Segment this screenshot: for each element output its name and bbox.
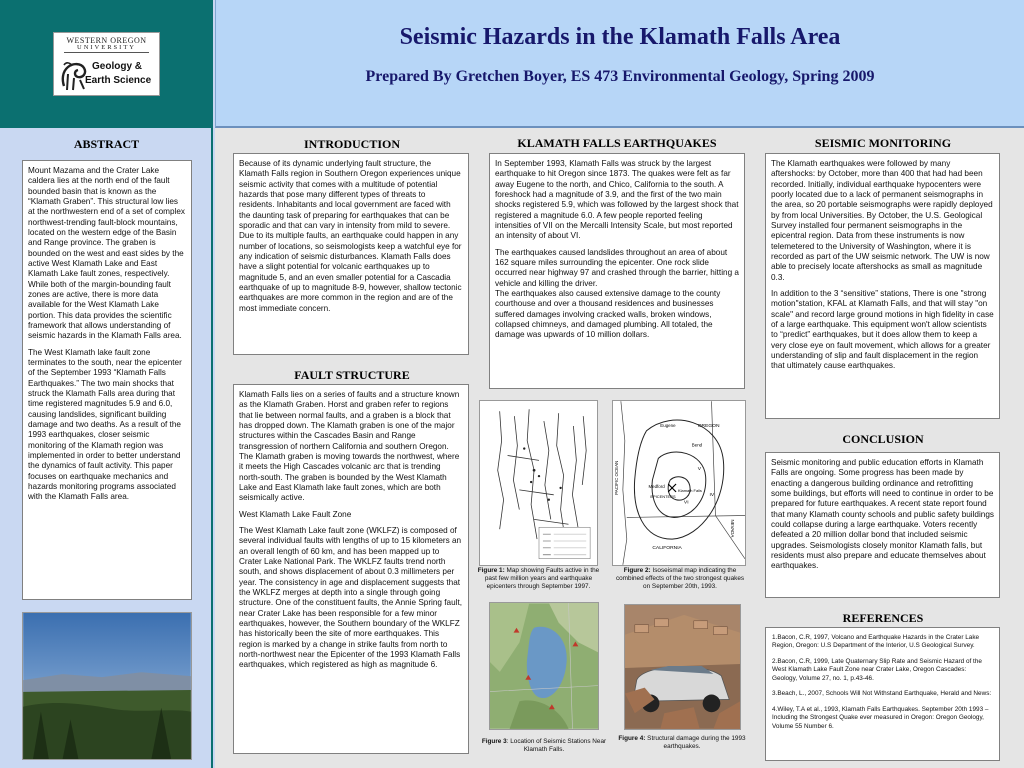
figure-3-text: : Location of Seismic Stations Near Klamath Falls. bbox=[506, 738, 607, 753]
earthquakes-box bbox=[489, 153, 745, 389]
figure-3-stations-map bbox=[489, 602, 599, 730]
figure-3-label: Figure 3 bbox=[481, 738, 507, 745]
introduction-paragraph-1: Because of its dynamic underlying fault structure, the Klamath Falls region in Southern Oregon experiences unique seismic activity that comes with a multitude of potential hazards that pose many different types of threats to residents. Inhabitants and local government are faced with the daunting task of preparing for earthquakes that can be sporadic and that can vary in intensity from mild to severe. Due to its multiple faults, an earthquake could happen in any number of locations, so seismologists keep a watchful eye for any indication of seismic disturbances. Klamath Falls does have a slight potential for volcanic earthquakes up to magnitude 5, and an even smaller potential for a Cascadia earthquake of up to magnitude 8-9, however, shallow tectonic earthquakes are more common in the region and are of the most immediate concern. bbox=[239, 159, 462, 313]
figure-4-caption bbox=[616, 735, 748, 751]
figure-1-text: Map showing Faults active in the past few million years and earthquake epicenters through September 1997. bbox=[484, 567, 600, 590]
figure-4-text: Structural damage during the 1993 earthquakes. bbox=[645, 735, 746, 750]
earthquakes-paragraph-1: In September 1993, Klamath Falls was struck by the largest earthquake to hit Oregon since 1873. The quakes were felt as far away Eugene to the north, and Chico, California to the south. A foreshock had a magnitude of 3.9, and the first of the two main shocks registered 5.9, which was followed by the largest shock that registered a magnitude 6.0. A few people reported feeling intensities of VII on the Mercalli Intensity Scale, but most reported an intensity of about VI. bbox=[495, 159, 739, 241]
references-box bbox=[765, 627, 1000, 761]
figure-4-label: Figure 4: bbox=[618, 735, 646, 742]
title-panel bbox=[215, 0, 1024, 128]
fault-structure-paragraph-1: Klamath Falls lies on a series of faults and a structure known as the Klamath Graben. Horst and graben refer to regions that lie between normal faults, and a graben is a block that has dropped down. The Klamath graben is one of the major structures within the Cascades Basin and Range transgression of northern California and southern Oregon. The Klamath graben is moving towards the northwest, where it meets the High Cascades volcanic arc that is trending north-south. The graben is bounded by the West Klamath Lake and East Klamath lake fault zones, which are both seismically active. bbox=[239, 390, 460, 503]
map-label-iv: IV bbox=[709, 492, 715, 498]
map-label-epicenters: EPICENTERS bbox=[650, 493, 676, 499]
reference-item-4: 4.Wiley, T.A et al., 1993, Klamath Falls Earthquakes. September 20th 1993 – Including the Strongest Quake ever measured in Oregon: Oregon Geology, Volume 55 Number 6. bbox=[772, 705, 989, 730]
abstract-heading: ABSTRACT bbox=[73, 137, 140, 151]
poster-title: Seismic Hazards in the Klamath Falls Area bbox=[399, 24, 841, 50]
map-label-oregon: OREGON bbox=[697, 423, 720, 429]
conclusion-paragraph-1: Seismic monitoring and public education efforts in Klamath Falls are ongoing. Some progress has been made by enacting a dangerous building ordinance and retrofitting some buildings, but efforts will need to continue in order to be prepared for future earthquakes. A recent state report found that many Klamath county schools and public safety buildings could collapse during a large earthquake. Voters recently defeated a 20 million dollar bond that included seismic upgrades. Seismologists closely monitor Klamath falls, but residents must also prepare and educate themselves about earthquakes. bbox=[771, 458, 995, 571]
fault-structure-paragraph-2: The West Klamath Lake fault zone (WKLFZ) is composed of several individual faults with lengths of up to 15 kilometers an an overall length of 60 km, and has been mapped up to Crater Lake National Park. The WKLFZ faults trend north south, and shows displacement of about 0.3 millimeters per year. The consistency in age and displacement suggests that the WKLFZ merges at depth into a single through going structure. One of the constituent faults, the Annie Spring fault, near Crater Lake has been responsible for a few minor earthquakes, however, the Southern boundary of the WKLFZ has historically been the site of more earthquakes. This region is marked by a change in strike faults from north to north-northwest near the Epicenter of the 1993 Klamath Falls earthquakes, which registered as high as magnitude 6. bbox=[239, 525, 463, 670]
map-label-pacific: PACIFIC OCEAN bbox=[613, 460, 619, 495]
fault-structure-heading: FAULT STRUCTURE bbox=[294, 368, 410, 382]
monitoring-box bbox=[765, 153, 1000, 419]
figure-2-isoseismal-map bbox=[612, 400, 746, 566]
figure-2-label: Figure 2: bbox=[623, 567, 651, 574]
crater-lake-photo bbox=[22, 612, 192, 760]
abstract-paragraph-2: The West Klamath lake fault zone terminates to the south, near the epicenter of the September 1993 “Klamath Falls Earthquakes.” The two main shocks that struck the Klamath Falls area during that time registered magnitudes 5.9 and 6.0, causing landslides, significant building damage and two deaths. As a result of the 1993 earthquakes, closer seismic monitoring of the Klamath region was implemented in order to better understand the dynamics of fault activity. This paper focuses on earthquake mechanics and hazards monitoring programs associated with the Klamath Falls area. bbox=[28, 347, 182, 502]
figure-3-caption bbox=[470, 738, 618, 754]
figure-1-label: Figure 1: bbox=[477, 567, 505, 574]
reference-item-1: 1.Bacon, C.R, 1997, Volcano and Earthquake Hazards in the Crater Lake Region, Oregon: U.S Department of the Interior, U.S Geological Survey. bbox=[772, 634, 980, 650]
figure-2-caption bbox=[614, 567, 746, 591]
ram-icon bbox=[58, 56, 92, 92]
map-label-eugene: Eugene bbox=[660, 422, 676, 428]
logo-dept-line1: Geology & bbox=[92, 61, 143, 72]
monitoring-paragraph-2: In addition to the 3 “sensitive” stations, There is one "strong motion"station, KFAL at Klamath Falls, and that will stay "on scale" and record large ground motions in high fidelity in case of a large earthquake. This equipment won't allow scientists to “predict” earthquakes, but it does allow them to keep a very close eye on fault movement, which allows for a greater understanding of slip and fault displacement in the region that ultimately cause earthquakes. bbox=[771, 288, 994, 371]
introduction-box bbox=[233, 153, 469, 355]
earthquakes-paragraph-2: The earthquakes caused landslides throughout an area of about 162 square miles surrounding the epicenter. One rock slide occurred near highway 97 and crashed through the barrier, hitting a vehicle and killing the driver. The earthquakes also caused extensive damage to the county courthouse and over a thousand residences and businesses suffered damages involving cracked walls, broken windows, collapsed chimneys, and damaged plumbing. All totaled, the damage was upwards of 10 million dollars. bbox=[495, 247, 739, 340]
figure-4-damage-photo bbox=[624, 604, 741, 730]
map-label-california: CALIFORNIA bbox=[652, 546, 682, 551]
figure-1-caption bbox=[477, 567, 600, 591]
fault-structure-subheading: West Klamath Lake Fault Zone bbox=[239, 509, 352, 519]
map-label-vi: VI bbox=[683, 500, 689, 506]
reference-item-3: 3.Beach, L., 2007, Schools Will Not Withstand Earthquake, Herald and News: bbox=[772, 690, 992, 698]
poster-subtitle: Prepared By Gretchen Boyer, ES 473 Environmental Geology, Spring 2009 bbox=[365, 68, 875, 85]
logo-dept-line2: Earth Science bbox=[85, 75, 152, 86]
map-label-medford: Medford bbox=[648, 483, 665, 489]
university-logo bbox=[53, 32, 160, 96]
references-heading: REFERENCES bbox=[842, 611, 924, 625]
logo-panel bbox=[0, 0, 213, 128]
map-label-nevada: NEVADA bbox=[730, 519, 736, 538]
fault-structure-box bbox=[233, 384, 469, 754]
map-label-bend: Bend bbox=[691, 442, 703, 448]
abstract-box bbox=[22, 160, 192, 600]
logo-university-name: WESTERN OREGON bbox=[66, 36, 147, 45]
figure-2-text: Isoseismal map indicating the combined effects of the two strongest quakes on September 20th, 1993. bbox=[615, 567, 745, 590]
abstract-paragraph-1: Mount Mazama and the Crater Lake caldera lies at the north end of the fault bounded basin that is known as the “Klamath Graben”. This structural low lies at the northwestern end of a set of complex northwest-trending fault-block mountains, located on the western edge of the Basin and Range province. The graben is bounded on the west and east sides by the active West Klamath Lake and East Klamath Lake fault zones, respectively. While both of the margin-bounding fault zones are active, there is more data available for the West Klamath Lake portion. This data provides the scientific framework that allows understanding of seismic hazards in the Klamath Falls area. bbox=[28, 166, 186, 341]
map-label-v: V bbox=[697, 467, 701, 473]
logo-university-word: UNIVERSITY bbox=[77, 44, 136, 51]
monitoring-paragraph-1: The Klamath earthquakes were followed by many aftershocks: by October, more than 400 that had had been recorded. Initially, individual earthquake hypocenters were poorly located due to a lack of permanent seismographs in the area, so 20 portable seismographs were rapidly deployed by from local Universities. By October, the U.S. Geological Survey installed four permanent seismographs in the epicentral region. Data from these instruments is now telemetered to the University of Washington, where it is recorded as part of the UW seismic network. The UW is now able to precisely locate aftershocks as small as magnitude 0.3. bbox=[771, 159, 993, 282]
conclusion-box bbox=[765, 452, 1000, 598]
conclusion-heading: CONCLUSION bbox=[842, 432, 924, 446]
logo-divider bbox=[64, 52, 149, 53]
figure-1-fault-map bbox=[479, 400, 598, 566]
map-label-klamath-falls: Klamath Falls bbox=[678, 487, 702, 493]
monitoring-heading: SEISMIC MONITORING bbox=[814, 136, 952, 150]
earthquakes-heading: KLAMATH FALLS EARTHQUAKES bbox=[517, 136, 717, 150]
introduction-heading: INTRODUCTION bbox=[303, 137, 400, 151]
reference-item-2: 2.Bacon, C.R, 1999, Late Quaternary Slip Rate and Seismic Hazard of the West Klamath Lake Fault Zone near Crater Lake, Oregon Cascades: Geology, Volume 27, no. 1, p.43-46. bbox=[772, 657, 982, 682]
